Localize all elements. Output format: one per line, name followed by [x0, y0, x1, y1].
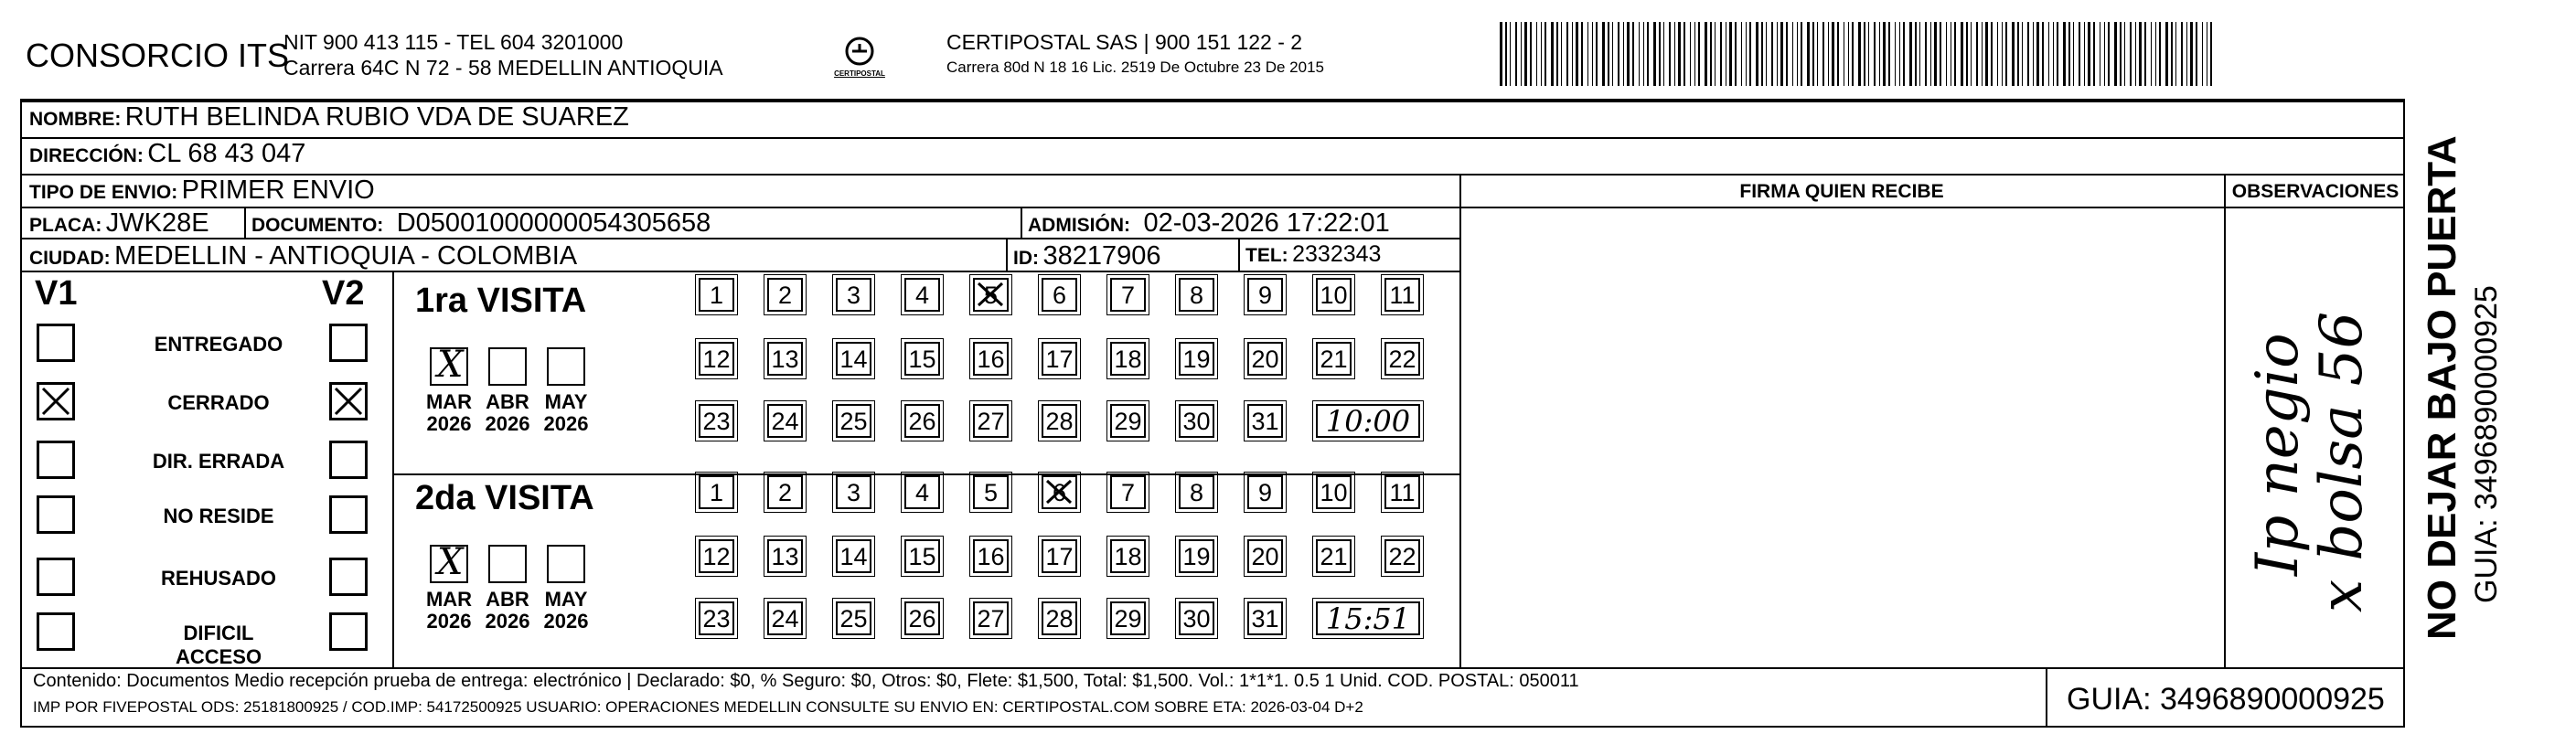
company-address-line: Carrera 64C N 72 - 58 MEDELLIN ANTIOQUIA [283, 56, 723, 80]
placa-label: PLACA: [29, 215, 102, 236]
day-box-1[interactable]: 1 [699, 278, 734, 312]
day-box-30[interactable]: 30 [1179, 601, 1214, 635]
v2-checkbox-rehusado[interactable] [329, 558, 368, 596]
month-check-mark: X [437, 344, 464, 386]
status-label: CERRADO [167, 391, 270, 414]
v2-header: V2 [322, 274, 365, 313]
day-box-6[interactable]: 6 [1042, 475, 1077, 509]
nombre-label: NOMBRE: [29, 109, 122, 130]
day-box-26[interactable]: 26 [904, 601, 940, 635]
placa-value: JWK28E [105, 208, 209, 238]
day-box-27[interactable]: 27 [973, 601, 1009, 635]
v1-checkbox-cerrado[interactable] [37, 382, 75, 420]
day-box-12[interactable]: 12 [699, 539, 734, 573]
day-box-18[interactable]: 18 [1110, 539, 1146, 573]
day-box-5[interactable]: 5 [973, 475, 1009, 509]
observation-note-1: Ip negio [2244, 333, 2312, 576]
tipo-envio-label: TIPO DE ENVIO: [29, 182, 178, 203]
documento-label: DOCUMENTO: [251, 215, 384, 236]
ciudad-label: CIUDAD: [29, 248, 111, 269]
v2-checkbox-dificil-acceso[interactable] [329, 612, 368, 651]
placa-cell [29, 208, 209, 239]
day-box-8[interactable]: 8 [1179, 278, 1214, 312]
day-box-19[interactable]: 19 [1179, 539, 1214, 573]
footer-guia: GUIA: 3496890000925 [2067, 682, 2385, 717]
ciudad-value: MEDELLIN - ANTIOQUIA - COLOMBIA [114, 241, 578, 271]
day-box-3[interactable]: 3 [836, 278, 871, 312]
direccion-label: DIRECCIÓN: [29, 145, 144, 166]
direccion-value: CL 68 43 047 [147, 139, 306, 168]
day-box-25[interactable]: 25 [836, 601, 871, 635]
v1-checkbox-no-reside[interactable] [37, 495, 75, 534]
day-box-30[interactable]: 30 [1179, 404, 1214, 438]
day-box-24[interactable]: 24 [767, 601, 803, 635]
barcode [1500, 22, 2222, 86]
visit-time-box[interactable]: 10:00 [1316, 404, 1420, 438]
delivery-guide-frame [20, 99, 2405, 728]
day-box-13[interactable]: 13 [767, 342, 803, 376]
day-box-19[interactable]: 19 [1179, 342, 1214, 376]
day-box-15[interactable]: 15 [904, 539, 940, 573]
day-box-10[interactable]: 10 [1316, 278, 1352, 312]
day-box-6[interactable]: 6 [1042, 278, 1077, 312]
footer-contenido: Contenido: Documentos Medio recepción prueba de entrega: electrónico | Declarado: $0, % Seguro: $0, Otros: $0, Flete: $1,500, Total: $1,500. Vol.: 1*1*1. 0.5 1 Unid. COD. POSTAL: 050011 [33, 671, 1579, 691]
day-box-24[interactable]: 24 [767, 404, 803, 438]
admision-value: 02-03-2026 17:22:01 [1143, 208, 1390, 238]
day-box-18[interactable]: 18 [1110, 342, 1146, 376]
v1-checkbox-dificil-acceso[interactable] [37, 612, 75, 651]
day-box-21[interactable]: 21 [1316, 539, 1352, 573]
day-box-4[interactable]: 4 [904, 475, 940, 509]
certipostal-info [946, 29, 1324, 80]
v2-checkbox-dir-errada[interactable] [329, 441, 368, 479]
certipostal-logo-text: CERTIPOSTAL [834, 69, 885, 78]
day-box-2[interactable]: 2 [767, 278, 803, 312]
day-box-13[interactable]: 13 [767, 539, 803, 573]
day-box-22[interactable]: 22 [1384, 539, 1420, 573]
nombre-row [29, 102, 629, 133]
day-box-31[interactable]: 31 [1247, 601, 1283, 635]
observaciones-header: OBSERVACIONES [2231, 181, 2400, 202]
day-box-12[interactable]: 12 [699, 342, 734, 376]
day-box-23[interactable]: 23 [699, 404, 734, 438]
tipo-envio-row [29, 175, 375, 206]
certipostal-license-line: Carrera 80d N 18 16 Lic. 2519 De Octubre 23 De 2015 [946, 58, 1324, 76]
v1-checkbox-dir-errada[interactable] [37, 441, 75, 479]
day-box-14[interactable]: 14 [836, 342, 871, 376]
id-value: 38217906 [1042, 241, 1161, 271]
visit1-title: 1ra VISITA [415, 282, 587, 320]
day-box-20[interactable]: 20 [1247, 539, 1283, 573]
day-box-17[interactable]: 17 [1042, 539, 1077, 573]
month-checkbox-mar[interactable] [430, 541, 468, 583]
v1-header: V1 [35, 274, 78, 313]
certipostal-nit-line: CERTIPOSTAL SAS | 900 151 122 - 2 [946, 30, 1303, 54]
day-box-28[interactable]: 28 [1042, 601, 1077, 635]
status-label: DIFICIL ACCESO [175, 622, 262, 668]
day-box-7[interactable]: 7 [1110, 278, 1146, 312]
month-checkbox-abr[interactable] [488, 545, 527, 583]
day-box-11[interactable]: 11 [1384, 475, 1420, 509]
tel-value: 2332343 [1292, 241, 1382, 267]
month-label-may: MAY 2026 [543, 588, 589, 633]
observation-note-2: x bolsa 56 [2308, 311, 2376, 612]
month-label-abr: ABR 2026 [485, 588, 530, 633]
status-label: ENTREGADO [154, 333, 283, 356]
day-box-27[interactable]: 27 [973, 404, 1009, 438]
nombre-value: RUTH BELINDA RUBIO VDA DE SUAREZ [124, 102, 629, 132]
v2-checkbox-no-reside[interactable] [329, 495, 368, 534]
day-box-11[interactable]: 11 [1384, 278, 1420, 312]
day-box-29[interactable]: 29 [1110, 601, 1146, 635]
day-box-22[interactable]: 22 [1384, 342, 1420, 376]
status-label: DIR. ERRADA [152, 450, 285, 473]
month-label-may: MAY 2026 [543, 390, 589, 435]
firma-header: FIRMA QUIEN RECIBE [1739, 181, 1944, 202]
admision-cell [1028, 208, 1390, 239]
day-box-15[interactable]: 15 [904, 342, 940, 376]
documento-cell [251, 208, 711, 239]
day-cross-mark [1043, 477, 1076, 508]
day-box-5[interactable]: 5 [973, 278, 1009, 312]
tel-label: TEL: [1245, 245, 1288, 266]
day-box-4[interactable]: 4 [904, 278, 940, 312]
v2-checkbox-entregado[interactable] [329, 324, 368, 362]
tipo-envio-value: PRIMER ENVIO [181, 175, 375, 205]
tel-cell [1245, 241, 1381, 268]
day-box-16[interactable]: 16 [973, 342, 1009, 376]
month-label-abr: ABR 2026 [485, 390, 530, 435]
month-checkbox-may[interactable] [547, 347, 585, 386]
day-box-31[interactable]: 31 [1247, 404, 1283, 438]
month-checkbox-abr[interactable] [488, 347, 527, 386]
day-box-7[interactable]: 7 [1110, 475, 1146, 509]
day-box-8[interactable]: 8 [1179, 475, 1214, 509]
day-box-25[interactable]: 25 [836, 404, 871, 438]
status-label: REHUSADO [161, 567, 276, 590]
day-box-20[interactable]: 20 [1247, 342, 1283, 376]
side-warning: NO DEJAR BAJO PUERTA [2420, 135, 2464, 640]
day-box-16[interactable]: 16 [973, 539, 1009, 573]
day-box-9[interactable]: 9 [1247, 278, 1283, 312]
day-box-17[interactable]: 17 [1042, 342, 1077, 376]
side-guia: GUIA: 3496890000925 [2469, 285, 2504, 603]
v2-checkbox-cerrado[interactable] [329, 382, 368, 420]
day-box-28[interactable]: 28 [1042, 404, 1077, 438]
documento-value: D05001000000054305658 [396, 208, 711, 238]
company-name: CONSORCIO ITS [26, 37, 290, 74]
day-box-10[interactable]: 10 [1316, 475, 1352, 509]
day-box-9[interactable]: 9 [1247, 475, 1283, 509]
month-checkbox-mar[interactable] [430, 344, 468, 386]
day-box-3[interactable]: 3 [836, 475, 871, 509]
day-box-2[interactable]: 2 [767, 475, 803, 509]
direccion-row [29, 139, 305, 169]
month-label-mar: MAR 2026 [425, 588, 473, 633]
day-cross-mark [975, 280, 1008, 311]
company-info [283, 29, 723, 80]
admision-label: ADMISIÓN: [1028, 215, 1130, 236]
month-label-mar: MAR 2026 [425, 390, 473, 435]
day-box-23[interactable]: 23 [699, 601, 734, 635]
id-label: ID: [1013, 248, 1039, 269]
id-cell [1013, 241, 1160, 271]
visit-time-box[interactable]: 15:51 [1316, 601, 1420, 635]
status-label: NO RESIDE [163, 505, 274, 527]
visit2-title: 2da VISITA [415, 479, 594, 517]
day-box-21[interactable]: 21 [1316, 342, 1352, 376]
day-box-14[interactable]: 14 [836, 539, 871, 573]
ciudad-cell [29, 241, 577, 271]
footer-imp: IMP POR FIVEPOSTAL ODS: 25181800925 / COD.IMP: 54172500925 USUARIO: OPERACIONES MEDELLIN CONSULTE SU ENVIO EN: CERTIPOSTAL.COM SOBRE ETA: 2026-03-04 D+2 [33, 698, 1363, 716]
month-checkbox-may[interactable] [547, 545, 585, 583]
day-box-1[interactable]: 1 [699, 475, 734, 509]
v1-checkbox-rehusado[interactable] [37, 558, 75, 596]
month-check-mark: X [437, 541, 464, 583]
day-box-29[interactable]: 29 [1110, 404, 1146, 438]
certipostal-logo [832, 33, 887, 88]
day-box-26[interactable]: 26 [904, 404, 940, 438]
v1-checkbox-entregado[interactable] [37, 324, 75, 362]
company-nit-line: NIT 900 413 115 - TEL 604 3201000 [283, 30, 624, 54]
